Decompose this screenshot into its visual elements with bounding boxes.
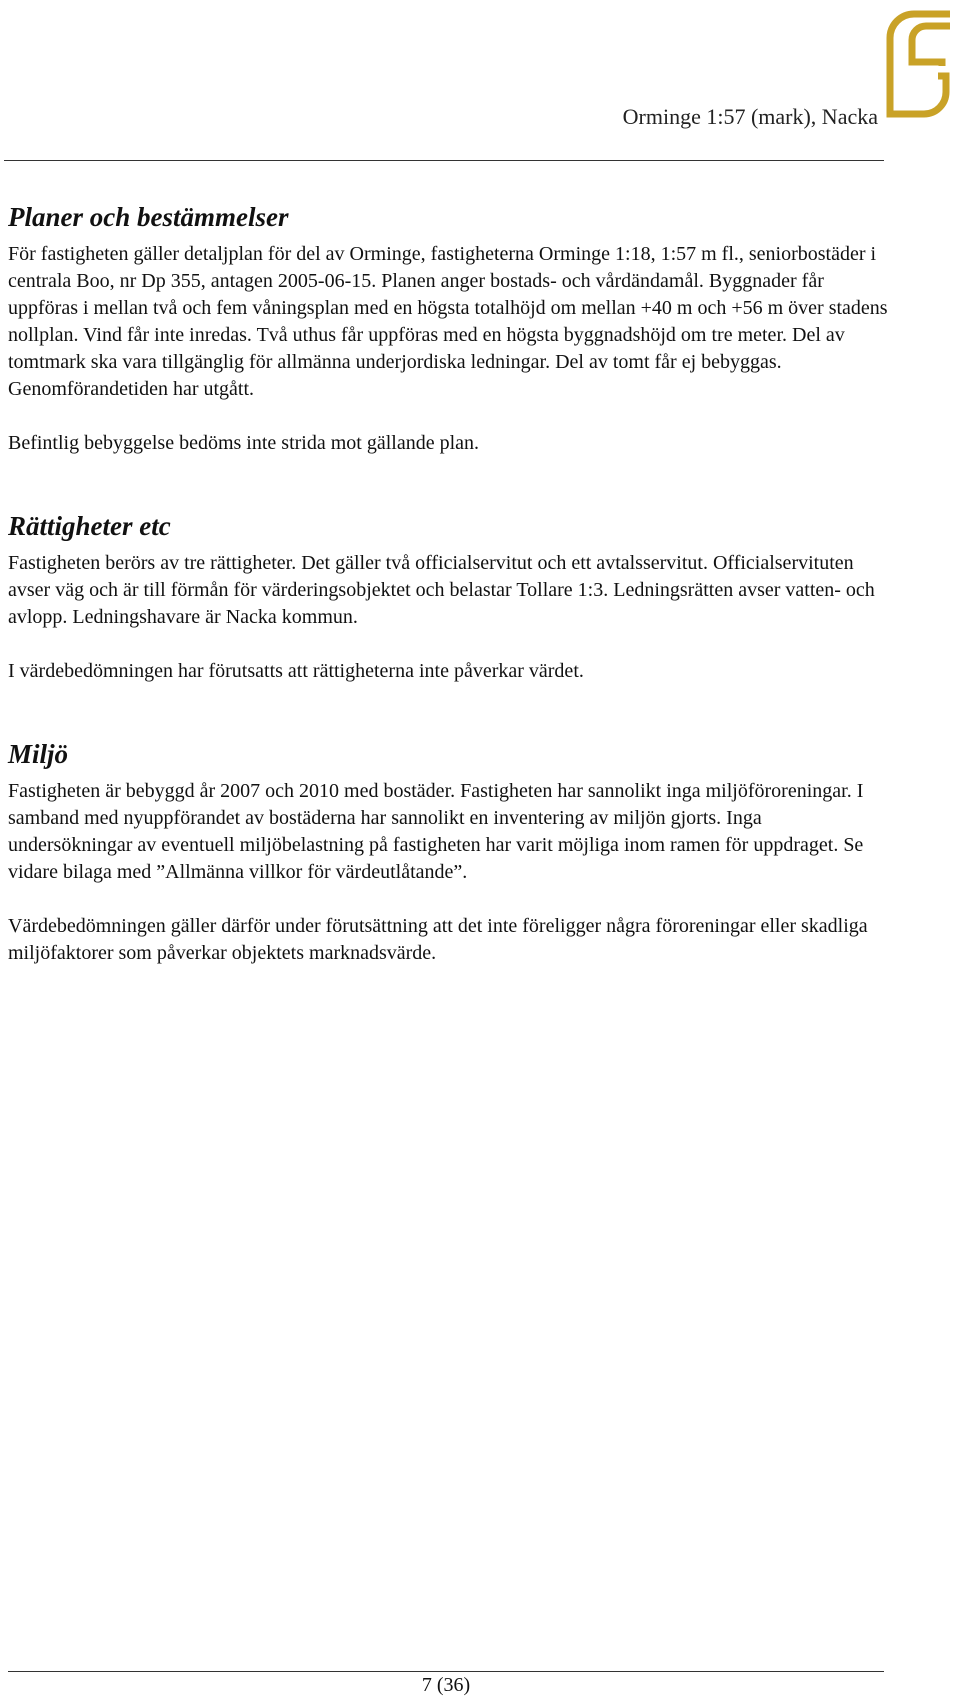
section-paragraph: Fastigheten är bebyggd år 2007 och 2010 med bostäder. Fastigheten har sannolikt inga miljöföroreningar. I samband med nyuppförandet av bostäderna har sannolikt en inventering av miljön gjorts. Inga undersökningar av eventuell miljöbelastning på fastigheten har varit möjliga inom ramen för uppdraget. Se vidare bilaga med ”Allmänna villkor för värdeutlåtande”. <box>8 780 864 884</box>
section-heading: Rättigheter etc <box>8 511 171 542</box>
section-paragraph: För fastigheten gäller detaljplan för del av Orminge, fastigheterna Orminge 1:18, 1:57 m fl., seniorbostäder i centrala Boo, nr Dp 355, antagen 2005-06-15. Planen anger bostads- och vårdändamål. Byggnader får uppföras i mellan två och fem våningsplan med en högsta totalhöjd om mellan +40 m och +56 m över stadens nollplan. Vind får inte inredas. Två uthus får uppföras med en högsta byggnadshöjd om tre meter. Del av tomtmark ska vara tillgänglig för allmänna underjordiska ledningar. Del av tomt får ej bebyggas. Genomförandetiden har utgått. <box>8 243 888 401</box>
document-header-title: Orminge 1:57 (mark), Nacka <box>622 104 878 129</box>
document-body <box>8 200 888 1019</box>
section-planer <box>8 200 888 457</box>
section-rattigheter <box>8 509 888 685</box>
company-logo <box>886 6 956 126</box>
section-paragraph: Fastigheten berörs av tre rättigheter. Det gäller två officialservitut och ett avtalsservitut. Officialservituten avser väg och är till förmån för värderingsobjektet och belastar Tollare 1:3. Ledningsrätten avser vatten- och avlopp. Ledningshavare är Nacka kommun. <box>8 552 875 629</box>
section-paragraph: I värdebedömningen har förutsatts att rättigheterna inte påverkar värdet. <box>8 660 584 683</box>
section-paragraph: Värdebedömningen gäller därför under förutsättning att det inte föreligger några föroreningar eller skadliga miljöfaktorer som påverkar objektets marknadsvärde. <box>8 915 868 965</box>
section-miljo <box>8 737 888 967</box>
section-heading: Miljö <box>8 739 69 770</box>
footer-divider <box>8 1671 884 1672</box>
section-paragraph: Befintlig bebyggelse bedöms inte strida mot gällande plan. <box>8 432 480 455</box>
section-heading: Planer och bestämmelser <box>8 202 289 232</box>
page-number: 7 (36) <box>421 1674 471 1696</box>
header-divider <box>4 160 884 161</box>
